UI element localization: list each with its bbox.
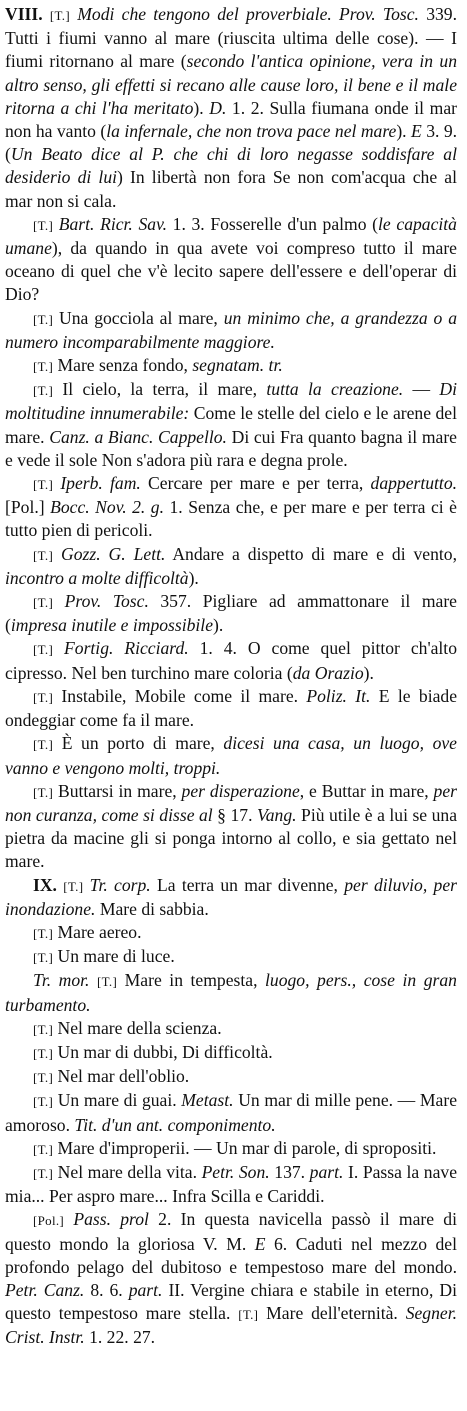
section-viii-entry-3 <box>5 307 457 354</box>
entry-text: Un mare di luce. <box>53 946 175 967</box>
section-viii-entry-5 <box>5 378 457 472</box>
entry-gloss: impresa inutile e impossibile <box>10 615 214 636</box>
source-tag: [T.] <box>33 1094 54 1110</box>
entry-gloss: dappertutto. <box>370 473 458 494</box>
section-viii-entry-11 <box>5 732 457 779</box>
entry-text: Cercare per mare e per terra, <box>140 473 371 494</box>
entry-text: ) In libertà non fora Se non com'acqua che al mar non si cala. <box>5 167 457 211</box>
citation: Fortig. Ricciard. <box>64 638 189 659</box>
entry-text: 6. Caduti nel mezzo del profondo pelago del dubitoso e tempestoso mare del mondo. <box>5 1233 458 1277</box>
entry-text: Una gocciola al mare, <box>53 307 224 328</box>
entry-text: È un porto di mare, <box>53 733 224 754</box>
entry-text: Buttarsi in mare, <box>53 780 182 801</box>
citation: Vang. <box>256 804 297 825</box>
entry-text: 1. Senza che, e per mare e per terra ci è tutto pien di pericoli. <box>5 497 457 541</box>
citation: Poliz. It. <box>306 685 371 706</box>
entry-text: La terra un mar divenne, <box>150 874 345 895</box>
citation: Bart. Ricr. Sav. <box>58 213 167 234</box>
entry-text: ). <box>193 97 210 118</box>
source-tag: [T.] <box>33 547 54 563</box>
entry-gloss: per disperazione <box>181 780 300 801</box>
citation: Tit. d'un ant. componimento. <box>74 1114 276 1135</box>
entry-text: [Pol.] <box>5 497 51 518</box>
entry-gloss: luogo, pers., cose in gran turbamento. <box>5 970 457 1015</box>
source-tag: [T.] <box>33 642 54 658</box>
entry-text: Mare d'improperii. — Un mar di parole, di spropositi. <box>53 1137 437 1158</box>
section-ix-entry-8 <box>5 1089 457 1136</box>
entry-text: ). <box>363 662 374 683</box>
citation: Metast. <box>181 1090 234 1111</box>
entry-text: ), da quando in qua avete voi compreso tutto il mare oceano di quel che v'è lecito sapere dell'essere e dell'operar di Dio? <box>5 238 457 305</box>
source-tag: [T.] <box>33 1070 54 1086</box>
entry-text: 8. 6. <box>84 1279 129 1300</box>
citation: part. <box>309 1161 344 1182</box>
citation: E <box>411 121 422 142</box>
section-viii-entry-12 <box>5 780 457 874</box>
entry-text: Come le stelle del cielo e le arene del mare. <box>5 403 457 447</box>
section-viii-entry-1 <box>5 3 457 213</box>
entry-gloss: le capacità umane <box>5 213 457 259</box>
entry-gloss: per non curanza, come si disse al <box>5 780 457 825</box>
source-tag: [T.] <box>49 8 70 23</box>
entry-text: Il cielo, la terra, il mare, <box>53 379 267 400</box>
citation: Petr. Canz. <box>5 1279 85 1300</box>
source-tag: [T.] <box>33 784 54 800</box>
section-ix-entry-5 <box>5 1017 457 1041</box>
section-ix-entry-11 <box>5 1208 457 1349</box>
entry-text: Mare di sabbia. <box>95 898 209 919</box>
source-tag: [T.] <box>33 1165 54 1181</box>
source-tag: [T.] <box>238 1307 259 1323</box>
source-tag: [T.] <box>33 311 54 327</box>
entry-text: 1. 4. O come quel pittor ch'alto cipresso. Nel ben turchino mare coloria ( <box>5 638 457 683</box>
source-tag: [T.] <box>33 925 54 941</box>
section-ix-entry-2 <box>5 921 457 945</box>
entry-gloss: un minimo che, a grandezza o a numero incomparabilmente maggiore. <box>5 307 458 352</box>
entry-text: I. Passa la nave mia... Per aspro mare... Infra Scilla e Cariddi. <box>5 1161 457 1207</box>
citation: Tr. mor. <box>33 970 90 991</box>
entry-text: Un mar di mille pene. — Mare amoroso. <box>5 1090 458 1135</box>
entry-text: Un mare di guai. <box>53 1090 182 1111</box>
entry-text: Mare senza fondo, <box>53 355 193 376</box>
entry-text: Mare in tempesta, <box>117 970 266 991</box>
citation: Segner. Crist. Instr. <box>5 1303 457 1348</box>
section-ix-entry-7 <box>5 1065 457 1089</box>
citation: Tr. corp. <box>89 874 151 895</box>
source-tag: [T.] <box>33 477 54 493</box>
section-number: VIII. <box>5 4 43 24</box>
citation: part. <box>128 1279 163 1300</box>
entry-text: ). <box>213 615 224 636</box>
source-tag: [T.] <box>33 689 54 705</box>
source-tag: [T.] <box>63 878 84 894</box>
entry-text: ). <box>396 121 412 142</box>
source-tag: [T.] <box>33 1021 54 1037</box>
citation: Petr. Son. <box>201 1161 270 1182</box>
source-tag: [T.] <box>33 383 54 399</box>
entry-gloss: Un Beato dice al P. che chi di loro negasse soddisfare al desiderio di lui <box>5 144 457 188</box>
entry-text: Instabile, Mobile come il mare. <box>53 685 307 706</box>
section-ix-entry-10 <box>5 1161 457 1208</box>
citation: Canz. a Bianc. Cappello. <box>49 426 227 447</box>
entry-text: Nel mar dell'oblio. <box>53 1066 190 1087</box>
entry-text: § 17. <box>212 804 257 825</box>
section-ix-entry-9 <box>5 1137 457 1161</box>
source-tag: [T.] <box>33 595 54 611</box>
entry-text: Andare a dispetto di mare e di vento, <box>165 543 457 564</box>
entry-text: 2. In questa navicella passò il mare di questo mondo la gloriosa V. M. <box>5 1209 457 1254</box>
entry-text: Di cui Fra quanto bagna il mare e vede il sole Non s'adora più rara e degna prole. <box>5 426 457 470</box>
section-ix-entry-1 <box>5 874 457 921</box>
section-viii-entry-7 <box>5 543 457 590</box>
source-tag: [T.] <box>33 217 54 233</box>
section-viii-entry-8 <box>5 590 457 637</box>
entry-gloss: la infernale, che non trova pace nel mare <box>106 121 397 142</box>
entry-text: , e Buttar in mare, <box>299 780 434 801</box>
entry-text: — <box>403 379 440 400</box>
section-viii-entry-10 <box>5 685 457 732</box>
entry-gloss: da Orazio <box>292 662 364 683</box>
section-heading: Modi che tengono del proverbiale. Prov. Tosc. <box>77 4 419 24</box>
section-ix-entry-4 <box>5 969 457 1016</box>
entry-text: Nel mare della scienza. <box>53 1017 222 1038</box>
section-number: IX. <box>33 874 57 895</box>
entry-text: Mare aereo. <box>53 921 142 942</box>
entry-gloss: dicesi una casa, un luogo, ove vanno e vengono molti, troppi. <box>5 733 457 778</box>
entry-text: Mare dell'eternità. <box>258 1303 406 1324</box>
entry-gloss: Iperb. fam. <box>60 473 141 494</box>
entry-text: 1. 3. Fosserelle d'un palmo ( <box>166 213 379 234</box>
source-tag: [T.] <box>33 1141 54 1157</box>
entry-text: Più utile è a lui se una pietra da macine gli si ponga intorno al collo, e sia gettato nel mare. <box>5 804 458 872</box>
entry-text: 339. Tutti i fiumi vanno al mare (riuscita ultima delle cose). — I fiumi ritornano al mare ( <box>5 4 457 72</box>
section-ix-entry-6 <box>5 1041 457 1065</box>
citation: D. <box>209 97 227 118</box>
entry-text: Nel mare della vita. <box>53 1161 202 1182</box>
source-tag: [T.] <box>33 359 54 375</box>
section-viii-entry-2 <box>5 213 457 307</box>
source-tag: [Pol.] <box>33 1213 65 1229</box>
entry-text: II. Vergine chiara e stabile in eterno, Di questo tempestoso mare stella. <box>5 1279 457 1324</box>
entry-gloss: Di moltitudine innumerabile: <box>5 379 458 424</box>
entry-text: 1. 2. Sulla fiumana onde il mar non ha vanto ( <box>5 97 458 142</box>
entry-text: 357. Pigliare ad ammattonare il mare ( <box>5 591 457 636</box>
citation: Prov. Tosc. <box>64 591 149 612</box>
entry-text: Un mar di dubbi, Di difficoltà. <box>53 1041 273 1062</box>
entry-text: 137. <box>269 1161 310 1182</box>
entry-text: ). <box>188 567 199 588</box>
source-tag: [T.] <box>33 950 54 966</box>
section-ix-entry-3 <box>5 945 457 969</box>
section-viii-entry-6 <box>5 472 457 543</box>
entry-gloss: per diluvio, per inondazione. <box>5 874 457 919</box>
entry-gloss: secondo l'antica opinione, vera in un altro senso, gli effetti si recano alle cause loro, il bene e il male ritorna a chi l'ha meritato <box>5 51 457 118</box>
entry-gloss: incontro a molte difficoltà <box>5 567 189 588</box>
entry-gloss: tutta la creazione. <box>266 379 404 400</box>
source-tag: [T.] <box>33 1045 54 1061</box>
citation: Pass. prol <box>73 1209 149 1230</box>
entry-text: 1. 22. 27. <box>84 1327 156 1348</box>
section-viii-entry-4 <box>5 354 457 378</box>
citation: E <box>254 1233 266 1254</box>
entry-text: E le biade ondeggiar come fa il mare. <box>5 685 457 731</box>
entry-gloss: segnatam. tr. <box>192 355 283 376</box>
entry-text: 3. 9. ( <box>5 121 458 165</box>
citation: Bocc. Nov. 2. g. <box>50 497 164 518</box>
source-tag: [T.] <box>33 737 54 753</box>
source-tag: [T.] <box>97 974 118 990</box>
section-viii-entry-9 <box>5 637 457 684</box>
citation: Gozz. G. Lett. <box>61 543 166 564</box>
